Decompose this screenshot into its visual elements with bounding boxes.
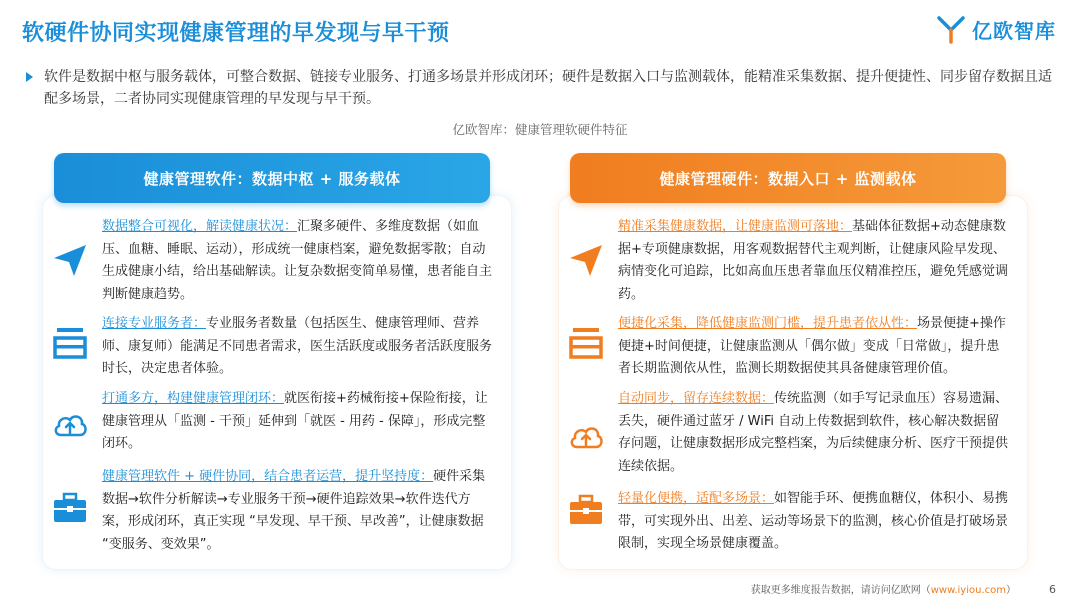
hardware-item-desc: 如智能手环、便携血糖仪，体积小、易携带，可实现外出、出差、运动等场景下的监测，核心价值是打破场景限制，实现全场景健康覆盖。 xyxy=(618,491,1009,551)
hardware-item-lead: 精准采集健康数据，让健康监测可落地： xyxy=(618,219,853,234)
hardware-item-desc: 场景便捷+操作便捷+时间便捷，让健康监测从「偶尔做」变成「日常做」，提升患者长期监测依从性，监测长期数据使其具备健康管理价值。 xyxy=(618,316,1006,376)
hardware-item-desc: 传统监测（如手写记录血压）容易遗漏、丢失，硬件通过蓝牙 / WiFi 自动上传数据到软件，核心解决数据留存问题，让健康数据形成完整档案，为后续健康分析、医疗干预提供连续依据。 xyxy=(618,391,1009,474)
hardware-item-text xyxy=(618,216,1010,306)
cloud-upload-icon xyxy=(52,406,88,442)
cloud-upload-icon xyxy=(568,418,604,454)
hardware-item-desc: 基础体征数据+动态健康数据+专项健康数据，用客观数据替代主观判断，让健康风险早发现、病情变化可追踪，比如高血压患者靠血压仪精准控压，避免凭感觉调药。 xyxy=(618,219,1009,302)
inbox-icon xyxy=(52,325,88,361)
software-item-desc: 就医衔接+药械衔接+保险衔接，让健康管理从「监测 - 干预」延伸到「就医 - 用药 - 保障」，形成完整闭环。 xyxy=(102,391,488,451)
hardware-header: 健康管理硬件：数据入口 + 监测载体 xyxy=(570,153,1006,203)
hardware-item-text xyxy=(618,388,1010,478)
summary-text: 软件是数据中枢与服务载体，可整合数据、链接专业服务、打通多场景并形成闭环；硬件是数据入口与监测载体，能精准采集数据、提升便捷性、同步留存数据且适配多场景，二者协同实现健康管理的早发现与早干预。 xyxy=(44,69,1052,107)
software-item-lead: 打通多方，构建健康管理闭环： xyxy=(102,391,285,406)
software-header: 健康管理软件：数据中枢 + 服务载体 xyxy=(54,153,490,203)
summary xyxy=(26,66,1056,110)
page-number: 6 xyxy=(1049,583,1056,596)
hardware-item-lead: 便捷化采集，降低健康监测门槛，提升患者依从性： xyxy=(618,316,918,331)
hardware-item-lead: 自动同步，留存连续数据： xyxy=(618,391,775,406)
software-item-desc: 硬件采集数据→软件分析解读→专业服务干预→硬件追踪效果→软件迭代方案，形成闭环，真正实现 “早发现、早干预、早改善”，让健康数据 “变服务、变效果”。 xyxy=(102,469,486,552)
page-title: 软硬件协同实现健康管理的早发现与早干预 xyxy=(22,21,450,46)
software-item-text xyxy=(102,388,494,456)
software-item-desc: 专业服务者数量（包括医生、健康管理师、营养师、康复师）能满足不同患者需求，医生活跃度或服务者活跃度服务时长，决定患者体验。 xyxy=(102,316,493,376)
software-item-lead: 数据整合可视化，解读健康状况： xyxy=(102,219,298,234)
logo-text: 亿欧智库 xyxy=(972,18,1056,43)
hardware-item-text xyxy=(618,313,1010,381)
footer-link[interactable]: www.iyiou.com xyxy=(930,585,1006,596)
logo xyxy=(936,14,1056,44)
software-item-text xyxy=(102,466,494,556)
software-item-text xyxy=(102,216,494,306)
footer-text: 获取更多维度报告数据，请访问亿欧网（ xyxy=(750,585,931,596)
software-item-lead: 健康管理软件 + 硬件协同，结合患者运营，提升坚持度： xyxy=(102,469,434,484)
send-icon xyxy=(52,242,88,278)
software-item-desc: 汇聚多硬件、多维度数据（如血压、血糖、睡眠、运动），形成统一健康档案，避免数据零散；自动生成健康小结，给出基础解读。让复杂数据变简单易懂，患者能自主判断健康趋势。 xyxy=(102,219,493,302)
inbox-icon xyxy=(568,325,604,361)
figure-subtitle: 亿欧智库：健康管理软硬件特征 xyxy=(452,122,628,137)
footer xyxy=(751,581,1016,596)
logo-mark-icon xyxy=(936,14,966,44)
briefcase-icon xyxy=(568,492,604,528)
send-icon xyxy=(568,242,604,278)
briefcase-icon xyxy=(52,490,88,526)
footer-close: ） xyxy=(1006,585,1016,596)
software-item-lead: 连接专业服务者： xyxy=(102,316,207,331)
bullet-icon xyxy=(26,72,33,82)
hardware-item-lead: 轻量化便携，适配多场景： xyxy=(618,491,775,506)
software-item-text xyxy=(102,313,494,381)
hardware-item-text xyxy=(618,488,1010,556)
